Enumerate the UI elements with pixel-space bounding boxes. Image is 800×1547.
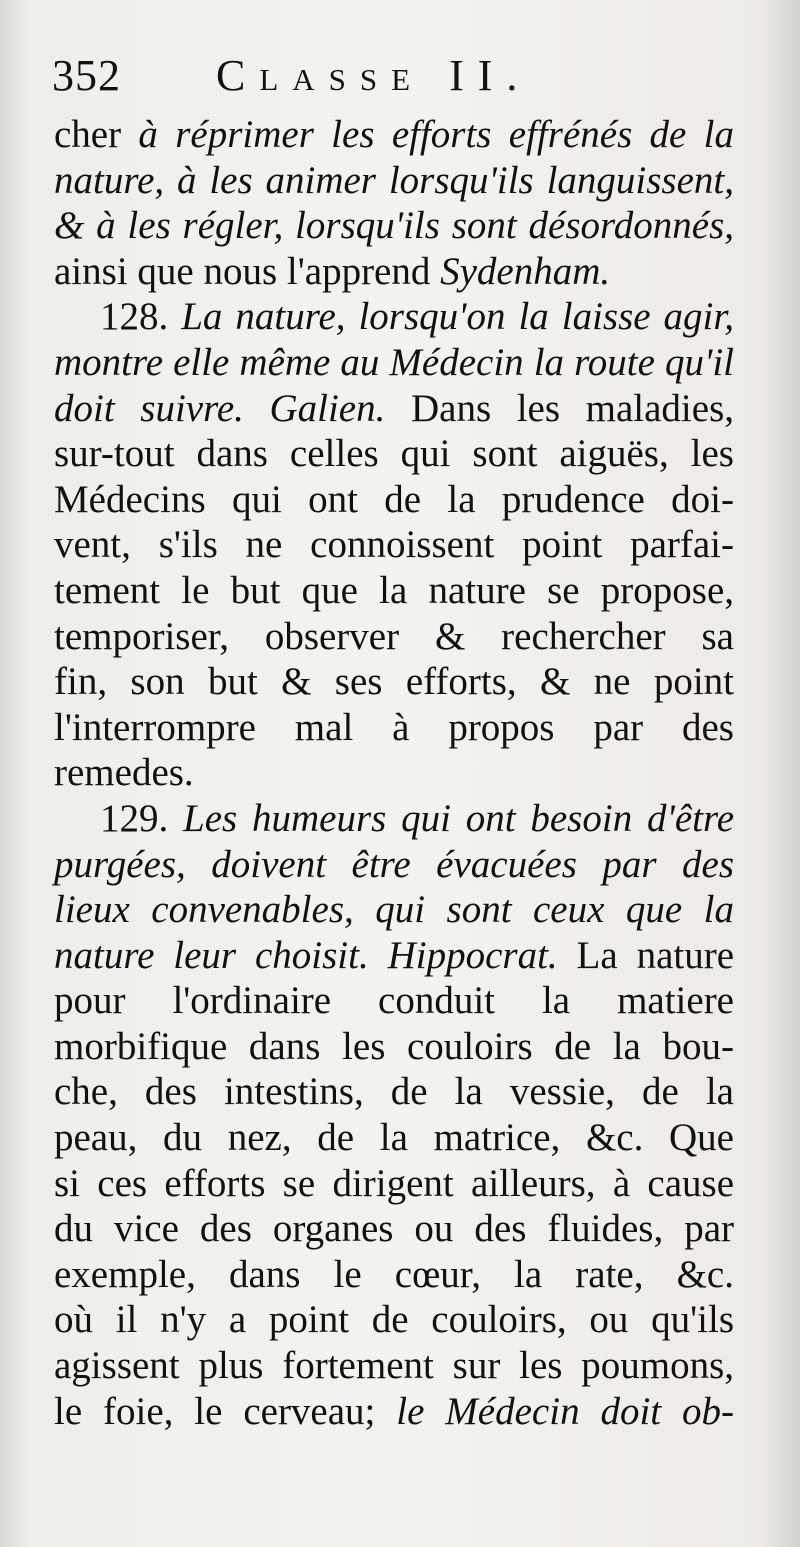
roman-text: l'interrompre mal à propos par des bbox=[54, 705, 734, 749]
roman-text: cher bbox=[54, 113, 139, 156]
text-line bbox=[54, 1343, 734, 1389]
text-line bbox=[54, 842, 734, 888]
italic-text: montre elle même au Médecin la route qu'il bbox=[54, 340, 734, 384]
text-line bbox=[54, 1206, 734, 1252]
italic-text: La nature, lorsqu'on la laisse agir, bbox=[181, 295, 734, 339]
roman-text: agissent plus fortement sur les poumons, bbox=[54, 1344, 734, 1388]
running-head: Classe II. bbox=[216, 51, 532, 100]
roman-text: fin, son but & ses efforts, & ne point bbox=[54, 660, 734, 704]
roman-text: che, des intestins, de la vessie, de la bbox=[54, 1070, 734, 1114]
roman-text: vent, s'ils ne connoissent point parfai- bbox=[54, 523, 734, 567]
text-line bbox=[54, 203, 734, 249]
roman-text: remedes. bbox=[54, 751, 194, 795]
roman-text: exemple, dans le cœur, la rate, &c. bbox=[54, 1252, 734, 1296]
italic-text: à réprimer les efforts effrénés de la bbox=[138, 113, 735, 156]
roman-text: le foie, le cerveau; bbox=[54, 1389, 397, 1433]
text-line bbox=[54, 522, 734, 568]
text-line bbox=[54, 1389, 734, 1435]
text-line bbox=[54, 386, 734, 432]
text-line bbox=[54, 978, 734, 1024]
roman-text: du vice des organes ou des fluides, par bbox=[54, 1207, 734, 1251]
italic-text: lieux convenables, qui sont ceux que la bbox=[54, 888, 734, 932]
roman-text: ainsi que nous l'apprend bbox=[54, 249, 441, 293]
text-line bbox=[54, 1115, 734, 1161]
page-number: 352 bbox=[52, 51, 121, 100]
text-line bbox=[54, 294, 734, 340]
roman-text: temporiser, observer & rechercher sa bbox=[54, 614, 734, 658]
italic-text: le Médecin doit ob- bbox=[396, 1389, 734, 1433]
italic-text: nature, à les animer lorsqu'ils languissent, bbox=[54, 158, 734, 202]
roman-text: 128. bbox=[100, 295, 182, 339]
roman-text: morbifique dans les couloirs de la bou- bbox=[54, 1024, 734, 1068]
roman-text: sur-tout dans celles qui sont aiguës, les bbox=[54, 432, 734, 476]
text-line bbox=[54, 1024, 734, 1070]
text-line bbox=[54, 431, 734, 477]
roman-text: peau, du nez, de la matrice, &c. Que bbox=[54, 1116, 734, 1160]
text-line bbox=[54, 1161, 734, 1207]
page-header bbox=[52, 42, 752, 104]
text-line bbox=[54, 705, 734, 751]
italic-text: Les humeurs qui ont besoin d'être bbox=[183, 796, 735, 840]
text-line bbox=[54, 796, 734, 842]
text-line bbox=[54, 614, 734, 660]
text-line bbox=[54, 112, 734, 158]
roman-text: Dans les maladies, bbox=[385, 386, 734, 430]
text-line bbox=[54, 1252, 734, 1298]
italic-text: doit suivre. Galien. bbox=[54, 386, 386, 430]
italic-text: & à les régler, lorsqu'ils sont désordonnés, bbox=[54, 204, 734, 248]
text-line bbox=[54, 1297, 734, 1343]
text-line bbox=[54, 249, 734, 295]
roman-text: Médecins qui ont de la prudence doi- bbox=[54, 477, 734, 521]
roman-text: tement le but que la nature se propose, bbox=[54, 568, 734, 612]
text-line bbox=[54, 887, 734, 933]
body-text bbox=[54, 112, 734, 1434]
roman-text: 129. bbox=[100, 796, 184, 840]
italic-text: Sydenham. bbox=[440, 249, 611, 293]
text-line bbox=[54, 568, 734, 614]
text-line bbox=[54, 340, 734, 386]
text-line bbox=[54, 659, 734, 705]
roman-text: où il n'y a point de couloirs, ou qu'ils bbox=[54, 1298, 734, 1342]
text-line bbox=[54, 933, 734, 979]
roman-text: La nature bbox=[557, 933, 735, 977]
text-line bbox=[54, 158, 734, 204]
roman-text: pour l'ordinaire conduit la matiere bbox=[54, 979, 734, 1023]
text-line bbox=[54, 477, 734, 523]
italic-text: purgées, doivent être évacuées par des bbox=[54, 842, 734, 886]
text-line bbox=[54, 1069, 734, 1115]
roman-text: si ces efforts se dirigent ailleurs, à cause bbox=[54, 1161, 734, 1205]
italic-text: nature leur choisit. Hippocrat. bbox=[54, 933, 558, 977]
text-line bbox=[54, 750, 734, 796]
